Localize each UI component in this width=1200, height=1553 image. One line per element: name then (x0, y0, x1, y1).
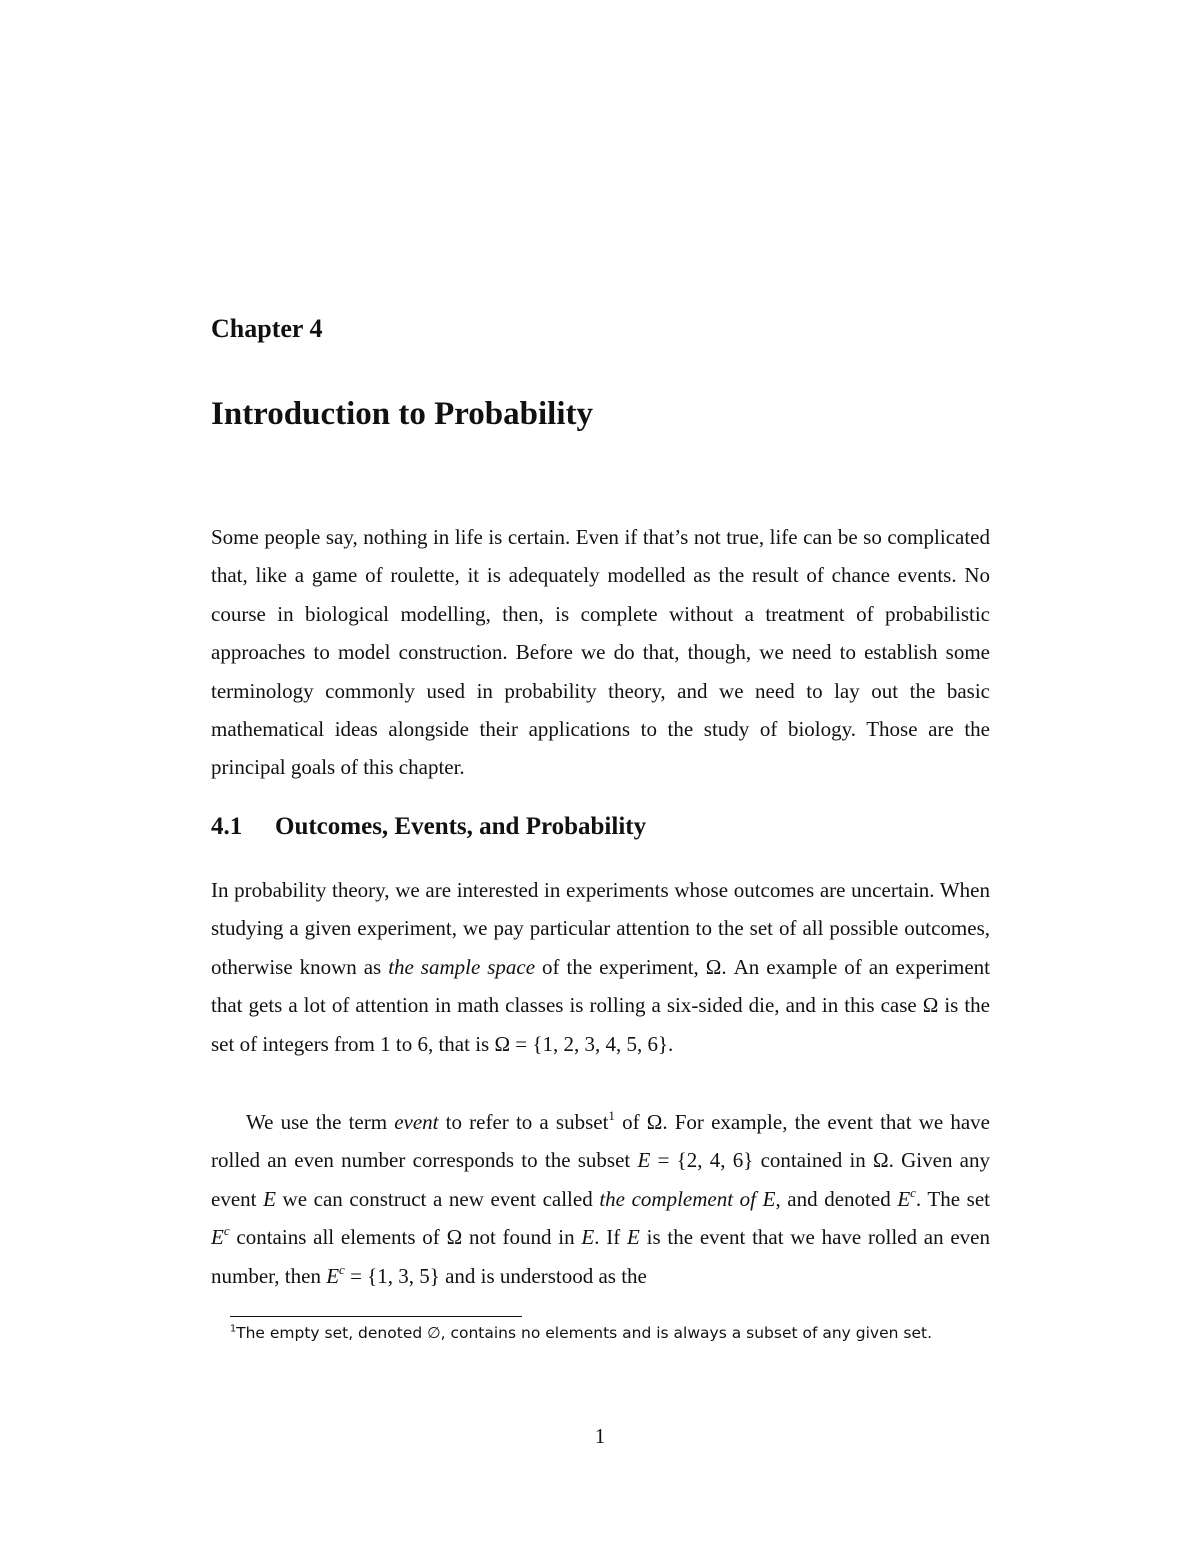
emphasis-sample-space: the sample space (388, 954, 536, 979)
emphasis-complement: the complement of E (599, 1186, 776, 1211)
section-paragraph-2 (211, 1103, 990, 1295)
section-title: Outcomes, Events, and Probability (275, 813, 647, 840)
intro-paragraph: Some people say, nothing in life is certain. Even if that’s not true, life can be so complicated that, like a game of roulette, it is adequately modelled as the result of chance events. No course in biological modelling, then, is complete without a treatment of probabilistic approaches to model construction. Before we do that, though, we need to establish some terminology commonly used in probability theory, and we need to lay out the basic mathematical ideas alongside their applications to the study of biology. Those are the principal goals of this chapter. (211, 525, 990, 780)
math-symbol-E: E (326, 1263, 340, 1288)
text-run: . The set (915, 1186, 990, 1211)
text-run: = {2, 4, 6} contained in Ω. Given any event (211, 1148, 991, 1211)
page-number: 1 (594, 1424, 606, 1448)
text-run: In probability theory, we are interested in experiments whose outcomes are uncertain. When studying a given experiment, we pay particular attention to the set of all possible outcomes, otherwise known as (211, 878, 990, 979)
math-symbol-E: E (581, 1225, 595, 1250)
footnote-divider (230, 1316, 522, 1317)
footnote-reference[interactable]: 1 (608, 1107, 615, 1123)
text-run: of Ω. For example, the event that we have rolled an even number corresponds to the subset (211, 1110, 990, 1173)
section-number: 4.1 (211, 813, 243, 840)
text-run: of the experiment, Ω. An example of an experiment that gets a lot of attention in math classes is rolling a six-sided die, and in this case Ω is the set of integers from 1 to 6, that is Ω = {1, 2, 3, 4, 5, 6}. (211, 954, 990, 1056)
text-run: We use the term (246, 1110, 395, 1134)
emphasis-event: event (394, 1110, 439, 1134)
text-run: contains all elements of Ω not found in (229, 1225, 582, 1250)
footnote-text: The empty set, denoted ∅, contains no elements and is always a subset of any given set. (236, 1324, 933, 1342)
text-run: , and denoted (775, 1186, 898, 1211)
text-run: to refer to a subset (438, 1110, 609, 1134)
footnote (230, 1322, 990, 1344)
text-run: we can construct a new event called (275, 1186, 600, 1211)
section-paragraph-1 (211, 871, 990, 1063)
math-superscript-c: c (223, 1223, 230, 1239)
chapter-label: Chapter 4 (211, 314, 323, 343)
math-superscript-c: c (339, 1261, 345, 1277)
section-heading (211, 813, 646, 841)
math-symbol-E: E (263, 1186, 276, 1211)
math-symbol-E: E (637, 1148, 651, 1173)
math-symbol-E: E (211, 1225, 224, 1250)
text-run: . If (594, 1225, 628, 1250)
math-symbol-E: E (897, 1186, 911, 1211)
math-superscript-c: c (910, 1184, 916, 1200)
text-run: = {1, 3, 5} and is understood as the (344, 1263, 647, 1288)
footnote-mark: 1 (230, 1323, 237, 1335)
math-symbol-E: E (627, 1225, 640, 1250)
text-run: is the event that we have rolled an even number, then (211, 1225, 990, 1288)
chapter-title: Introduction to Probability (211, 396, 593, 432)
